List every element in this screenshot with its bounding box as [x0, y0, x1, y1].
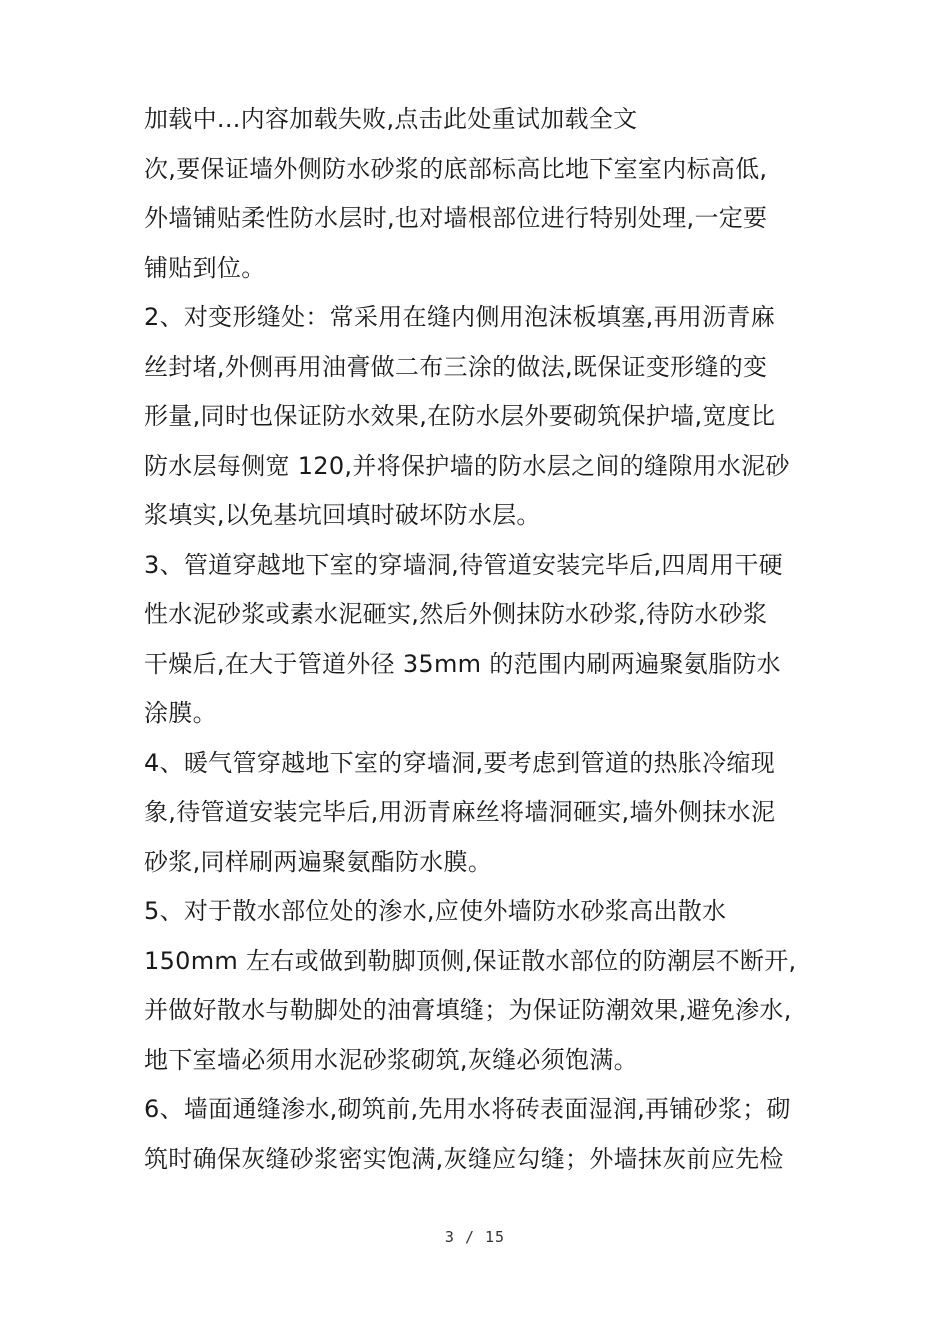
text-line: 筑时确保灰缝砂浆密实饱满,灰缝应勾缝；外墙抹灰前应先检: [144, 1144, 784, 1173]
text-line: 并做好散水与勒脚处的油膏填缝；为保证防潮效果,避免渗水,: [144, 996, 792, 1024]
text-line: 150mm 左右或做到勒脚顶侧,保证散水部位的防潮层不断开,: [144, 946, 797, 975]
text-line: 外墙铺贴柔性防水层时,也对墙根部位进行特别处理,一定要: [144, 204, 768, 232]
document-body: [144, 95, 824, 1184]
text-line: 铺贴到位。: [144, 253, 266, 282]
text-line: 砂浆,同样刷两遍聚氨酯防水膜。: [144, 847, 493, 876]
text-line: 浆填实,以免基坑回填时破坏防水层。: [144, 501, 541, 529]
text-line: 丝封堵,外侧再用油膏做二布三涂的做法,既保证变形缝的变: [144, 352, 768, 381]
text-line: 防水层每侧宽 120,并将保护墙的防水层之间的缝隙用水泥砂: [144, 451, 790, 480]
text-line: 5、对于散水部位处的渗水,应使外墙防水砂浆高出散水: [144, 897, 727, 925]
text-line: 形量,同时也保证防水效果,在防水层外要砌筑保护墙,宽度比: [144, 402, 776, 430]
text-line: 性水泥砂浆或素水泥砸实,然后外侧抹防水砂浆,待防水砂浆: [144, 600, 768, 628]
text-line: 6、墙面通缝渗水,砌筑前,先用水将砖表面湿润,再铺砂浆；砌: [144, 1095, 791, 1123]
text-line: 地下室墙必须用水泥砂浆砌筑,灰缝必须饱满。: [144, 1045, 638, 1074]
text-line: 4、暖气管穿越地下室的穿墙洞,要考虑到管道的热胀冷缩现: [144, 748, 775, 777]
text-line: 象,待管道安装完毕后,用沥青麻丝将墙洞砸实,墙外侧抹水泥: [144, 798, 776, 826]
text-line: 3、管道穿越地下室的穿墙洞,待管道安装完毕后,四周用干硬: [144, 550, 783, 579]
page-number: 3 / 15: [444, 1228, 506, 1246]
retry-load-link[interactable]: 加载中...内容加载失败,点击此处重试加载全文: [144, 105, 638, 133]
text-line: 次,要保证墙外侧防水砂浆的底部标高比地下室室内标高低,: [144, 154, 768, 183]
text-line: 涂膜。: [144, 699, 217, 727]
text-line: 干燥后,在大于管道外径 35mm 的范围内刷两遍聚氨脂防水: [144, 649, 781, 678]
text-line: 2、对变形缝处：常采用在缝内侧用泡沫板填塞,再用沥青麻: [144, 303, 775, 331]
